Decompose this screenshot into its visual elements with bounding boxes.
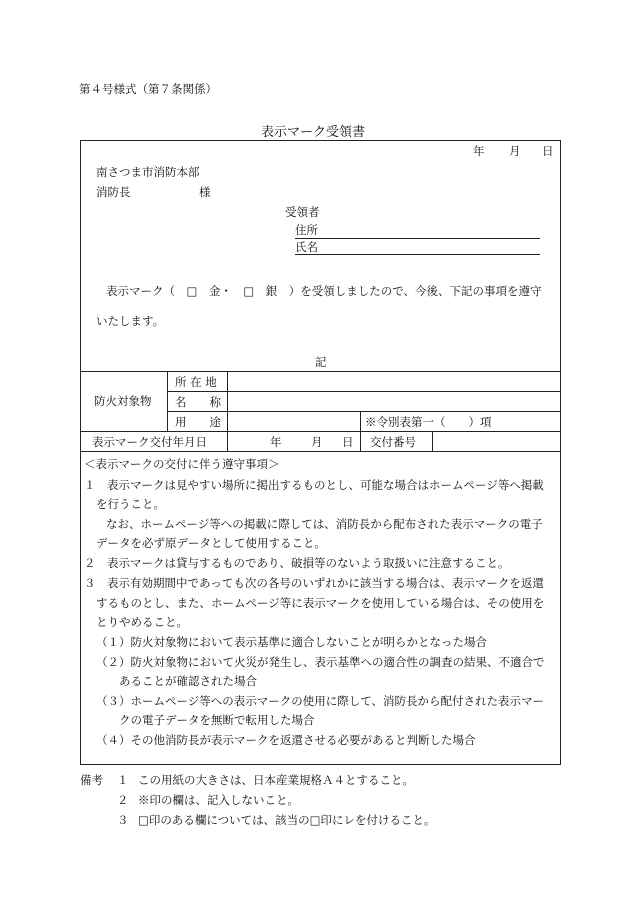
remarks-text: この用紙の大きさは、日本産業規格Ａ４とすること。 <box>138 773 414 787</box>
remarks-num: １ <box>117 773 129 787</box>
date-day-label: 日 <box>542 144 554 158</box>
table-col-divider-1 <box>167 371 168 431</box>
notes-line: あることが確認された場合 <box>119 674 257 688</box>
remarks-num: ２ <box>117 793 129 807</box>
notes-line: するものとし、また、ホームページ等に表示マークを使用している場合は、その使用を <box>96 596 545 610</box>
location-label: 所 在 地 <box>175 375 217 389</box>
issue-number-label: 交付番号 <box>370 435 416 449</box>
form-frame <box>80 140 561 765</box>
notes-line: （３）ホームページ等への表示マークの使用に際して、消防長から配付された表示マー <box>96 694 545 708</box>
notes-line: １ 表示マークは見やすい場所に掲出するものとし、可能な場合はホームページ等へ掲載 <box>84 478 544 492</box>
issue-day-label: 日 <box>342 435 354 449</box>
name-label: 氏名 <box>295 240 318 254</box>
table-col-divider-4 <box>432 431 433 451</box>
table-top-border <box>80 371 561 372</box>
table-bottom-border <box>80 451 561 452</box>
table-col-divider-3 <box>360 411 361 451</box>
notes-line: なお、ホームページ等への掲載に際しては、消防長から配布された表示マークの電子 <box>106 517 543 531</box>
notes-line: ３ 表示有効期間中であっても次の各号のいずれかに該当する場合は、表示マークを返還 <box>84 576 544 590</box>
notes-line: （１）防火対象物において表示基準に適合しないことが明らかとなった場合 <box>96 635 487 649</box>
notes-line: データを必ず原データとして使用すること。 <box>96 536 326 550</box>
name-row-label: 名 称 <box>175 395 221 409</box>
addressee-title: 消防長 <box>96 185 131 199</box>
notes-line: クの電子データを無断で転用した場合 <box>119 713 315 727</box>
use-label: 用 途 <box>175 415 221 429</box>
notes-line: とりやめること。 <box>96 615 188 629</box>
issue-month-label: 月 <box>311 435 323 449</box>
date-month-label: 月 <box>509 144 521 158</box>
recipient-label: 受領者 <box>285 205 320 219</box>
remarks-num: ３ <box>117 813 129 827</box>
remarks-text: □印のある欄については、該当の□印にレを付けること。 <box>138 813 436 827</box>
table-col-divider-2 <box>227 371 228 451</box>
issue-date-label: 表示マーク交付年月日 <box>92 435 207 449</box>
statement-line2: いたします。 <box>96 314 165 328</box>
fire-object-header: 防火対象物 <box>94 394 152 408</box>
address-label: 住所 <box>295 223 318 237</box>
notes-line: （４）その他消防長が表示マークを返還させる必要があると判断した場合 <box>96 733 476 747</box>
addressee-org: 南さつま市消防本部 <box>96 165 200 179</box>
table-row-divider-3 <box>80 431 561 432</box>
remarks-text: ※印の欄は、記入しないこと。 <box>138 793 299 807</box>
remarks-label: 備考 <box>80 773 103 787</box>
notes-heading: ＜表示マークの交付に伴う遵守事項＞ <box>84 457 280 471</box>
name-underline[interactable] <box>295 254 540 255</box>
address-underline[interactable] <box>295 238 540 239</box>
notes-line: （２）防火対象物において火災が発生し、表示基準への適合性の調査の結果、不適合で <box>96 655 545 669</box>
ki-label: 記 <box>315 355 327 369</box>
document-title: 表示マーク受領書 <box>261 125 366 140</box>
issue-year-label: 年 <box>270 435 282 449</box>
date-year-label: 年 <box>473 144 485 158</box>
statement-line1: 表示マーク（ □ 金・ □ 銀 ）を受領しましたので、今後、下記の事項を遵守 <box>106 284 542 298</box>
appendix-label: ※令別表第一（ ）項 <box>365 415 492 429</box>
addressee-sama: 様 <box>199 185 211 199</box>
form-number: 第４号様式（第７条関係） <box>79 82 217 96</box>
notes-line: ２ 表示マークは貸与するものであり、破損等のないよう取扱いに注意すること。 <box>84 556 510 570</box>
notes-line: を行うこと。 <box>96 497 165 511</box>
